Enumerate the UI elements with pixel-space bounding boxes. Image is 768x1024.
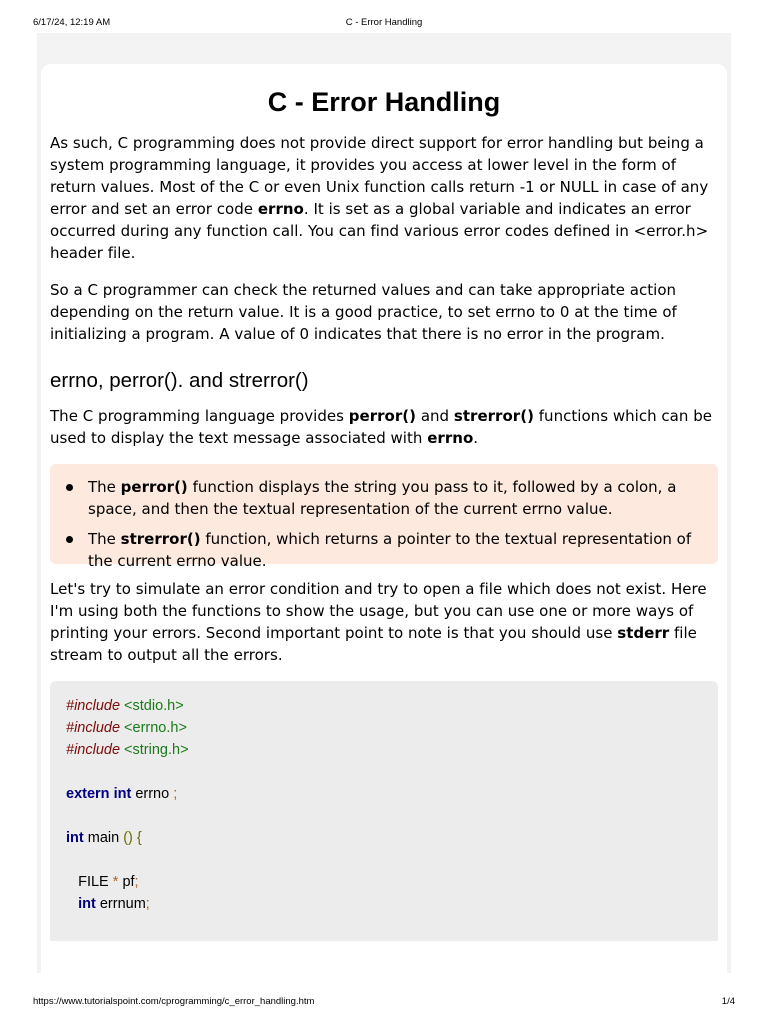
- code-directive: #include: [66, 742, 121, 758]
- code-blank-line: [66, 849, 702, 871]
- section-intro-text-3: functions which can be used to display the text message associated with: [50, 407, 712, 447]
- list-item-bold: strerror(): [120, 530, 201, 548]
- code-keyword: int: [78, 896, 96, 912]
- print-date: 6/17/24, 12:19 AM: [33, 17, 111, 28]
- code-header: <errno.h>: [124, 720, 187, 736]
- article-card: [41, 64, 727, 973]
- list-item-text: function, which returns a pointer to the textual representation of the current errno value.: [88, 530, 692, 570]
- section-intro-text-4: .: [473, 429, 479, 447]
- print-header: [0, 0, 768, 33]
- section-intro: [50, 405, 718, 449]
- print-page-number: 1/4: [721, 996, 735, 1007]
- section-heading: errno, perror(). and strerror(): [50, 369, 309, 392]
- intro-bold-errno: errno: [257, 200, 304, 218]
- code-operator: *: [112, 874, 119, 890]
- code-identifier: errnum: [99, 896, 146, 912]
- code-header: <string.h>: [124, 742, 189, 758]
- intro-text-1: As such, C programming does not provide direct support for error handling but being a system programming language, it provides you access at lower level in the form of return values. Most of the C or even Unix function calls return -1 or NULL in case of any error and set an error code: [50, 134, 709, 218]
- paragraph-4-text-2: file stream to output all the errors.: [50, 624, 697, 664]
- code-block[interactable]: [50, 681, 718, 941]
- code-identifier: main: [87, 830, 120, 846]
- code-punctuation: ;: [134, 874, 139, 890]
- section-intro-bold-strerror: strerror(): [453, 407, 534, 425]
- callout-list: [64, 476, 704, 572]
- code-directive: #include: [66, 720, 121, 736]
- code-identifier: pf: [122, 874, 135, 890]
- bullet-icon: [66, 484, 73, 491]
- code-line: [66, 739, 702, 761]
- code-blank-line: [66, 805, 702, 827]
- bullet-icon: [66, 536, 73, 543]
- code-header: <stdio.h>: [124, 698, 184, 714]
- code-line: [66, 783, 702, 805]
- code-punctuation: () {: [123, 830, 142, 846]
- intro-paragraph: [50, 132, 718, 264]
- paragraph-4: [50, 578, 718, 666]
- code-keyword: extern: [66, 786, 110, 802]
- list-item: [64, 476, 704, 520]
- page-title: C - Error Handling: [267, 87, 501, 117]
- paragraph-4-bold-stderr: stderr: [617, 624, 670, 642]
- code-line: [66, 893, 702, 915]
- code-punctuation: ;: [173, 786, 178, 802]
- code-line: [66, 827, 702, 849]
- code-blank-line: [66, 761, 702, 783]
- paragraph-4-text-1: Let's try to simulate an error condition and try to open a file which does not exist. Here I'm using both the functions to show the usage, but you can use one or more ways of printing your errors. Second important point to note is that you should use: [50, 580, 707, 642]
- list-item-text: The: [88, 478, 121, 496]
- code-punctuation: ;: [145, 896, 150, 912]
- list-item-text: The: [88, 530, 121, 548]
- article-content: [50, 64, 718, 941]
- list-item-bold: perror(): [120, 478, 188, 496]
- list-item-text: function displays the string you pass to it, followed by a colon, a space, and then the textual representation of the current errno value.: [88, 478, 677, 518]
- code-type: FILE: [78, 874, 109, 890]
- code-directive: #include: [66, 698, 121, 714]
- section-intro-text-2: and: [416, 407, 454, 425]
- code-keyword: int: [66, 830, 84, 846]
- code-line: [66, 871, 702, 893]
- callout-box: [50, 464, 718, 570]
- code-keyword: int: [113, 786, 132, 802]
- print-doc-title: C - Error Handling: [345, 17, 423, 28]
- section-intro-bold-errno: errno: [427, 429, 474, 447]
- code-identifier: errno: [135, 786, 170, 802]
- code-line: [66, 695, 702, 717]
- print-footer: [0, 990, 768, 1024]
- list-item: [64, 528, 704, 572]
- page-background: [37, 33, 731, 973]
- section-intro-text-1: The C programming language provides: [50, 407, 349, 425]
- code-line: [66, 717, 702, 739]
- section-intro-bold-perror: perror(): [348, 407, 417, 425]
- paragraph-2: So a C programmer can check the returned values and can take appropriate action depending on the return value. It is a good practice, to set errno to 0 at the time of initializing a program. A value of 0 indicates that there is no error in the program.: [50, 281, 677, 343]
- print-url: https://www.tutorialspoint.com/cprogramming/c_error_handling.htm: [33, 996, 315, 1007]
- intro-text-2: . It is set as a global variable and indicates an error occurred during any function call. You can find various error codes defined in <error.h> header file.: [50, 200, 709, 262]
